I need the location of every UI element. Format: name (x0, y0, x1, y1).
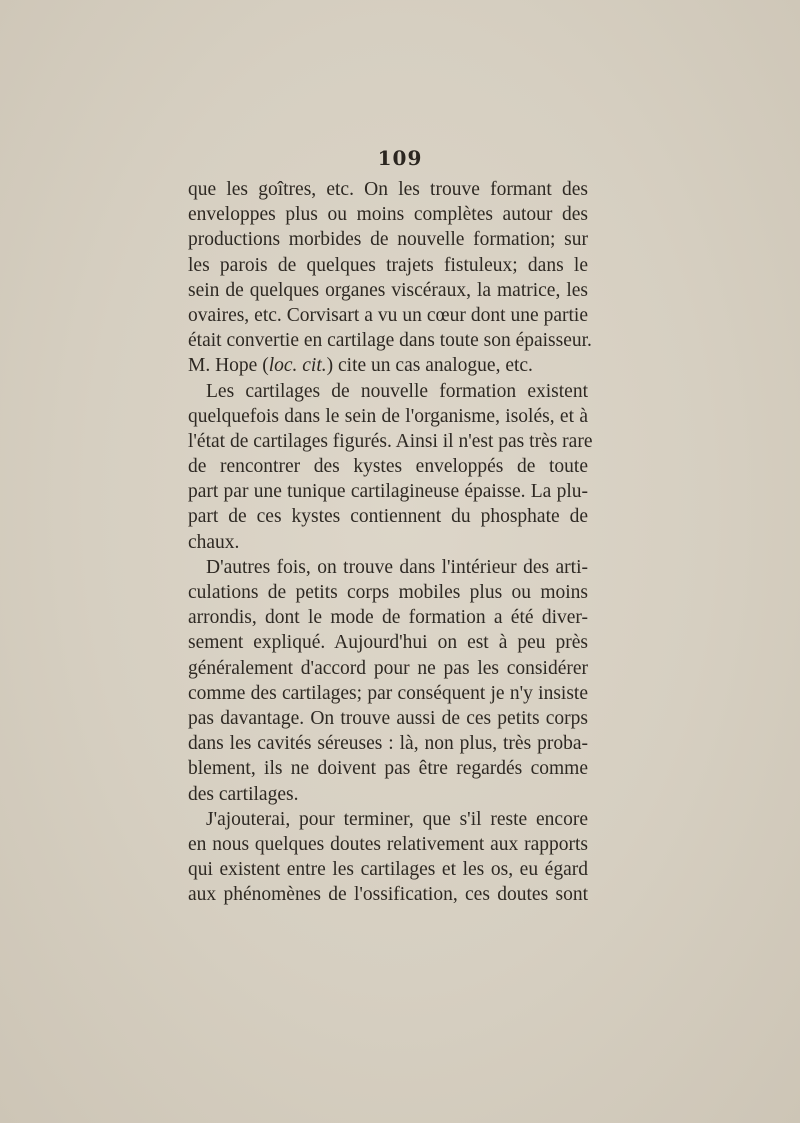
text-line: qui existent entre les cartilages et les os, eu égard (188, 859, 588, 881)
text-line: de rencontrer des kystes enveloppés de toute (188, 456, 588, 478)
paragraph-2 (188, 379, 593, 555)
text-line: les parois de quelques trajets fistuleux; dans le (188, 254, 588, 276)
text-line: culations de petits corps mobiles plus ou moins (188, 582, 588, 603)
text-line: pas davantage. On trouve aussi de ces petits corps (188, 707, 588, 729)
text-line: l'état de cartilages figurés. Ainsi il n'est pas très rare (188, 430, 593, 452)
text-line: M. Hope (loc. cit.) cite un cas analogue, etc. (188, 355, 533, 377)
text-line: arrondis, dont le mode de formation a été diver- (188, 607, 588, 629)
citation-italic: loc. cit. (268, 355, 327, 377)
text-line: comme des cartilages; par conséquent je n'y insiste (188, 682, 588, 704)
text-line: part de ces kystes contiennent du phosphate de (188, 506, 588, 528)
text-line: sein de quelques organes viscéraux, la matrice, les (188, 279, 588, 301)
text-line: que les goîtres, etc. On les trouve formant des (188, 179, 588, 200)
body-text (188, 177, 593, 907)
text-line: en nous quelques doutes relativement aux rapports (188, 833, 588, 855)
text-line: généralement d'accord pour ne pas les considérer (188, 657, 588, 679)
text-line: ovaires, etc. Corvisart a vu un cœur dont une partie (188, 304, 588, 326)
text-line: productions morbides de nouvelle formation; sur (188, 229, 588, 251)
text-line: Les cartilages de nouvelle formation existent (206, 380, 588, 402)
text-line: chaux. (188, 531, 240, 553)
paragraph-4 (188, 807, 588, 908)
text-line: était convertie en cartilage dans toute son épaisseur. (188, 330, 592, 352)
text-line: dans les cavités séreuses : là, non plus, très proba- (188, 733, 588, 755)
text-line: J'ajouterai, pour terminer, que s'il reste encore (206, 808, 588, 830)
paragraph-1 (188, 177, 592, 379)
text-line: part par une tunique cartilagineuse épaisse. La plu- (188, 481, 588, 503)
text-line: des cartilages. (188, 783, 299, 805)
text-line: D'autres fois, on trouve dans l'intérieur des arti- (206, 556, 588, 578)
text-line: aux phénomènes de l'ossification, ces doutes sont (188, 884, 588, 906)
text-line: blement, ils ne doivent pas être regardés comme (188, 758, 588, 780)
text-line: enveloppes plus ou moins complètes autour des (188, 204, 588, 226)
paragraph-3 (188, 555, 588, 807)
text-line: sement expliqué. Aujourd'hui on est à peu près (188, 632, 588, 654)
page-number: 109 (377, 146, 423, 170)
text-line: quelquefois dans le sein de l'organisme, isolés, et à (188, 405, 588, 427)
